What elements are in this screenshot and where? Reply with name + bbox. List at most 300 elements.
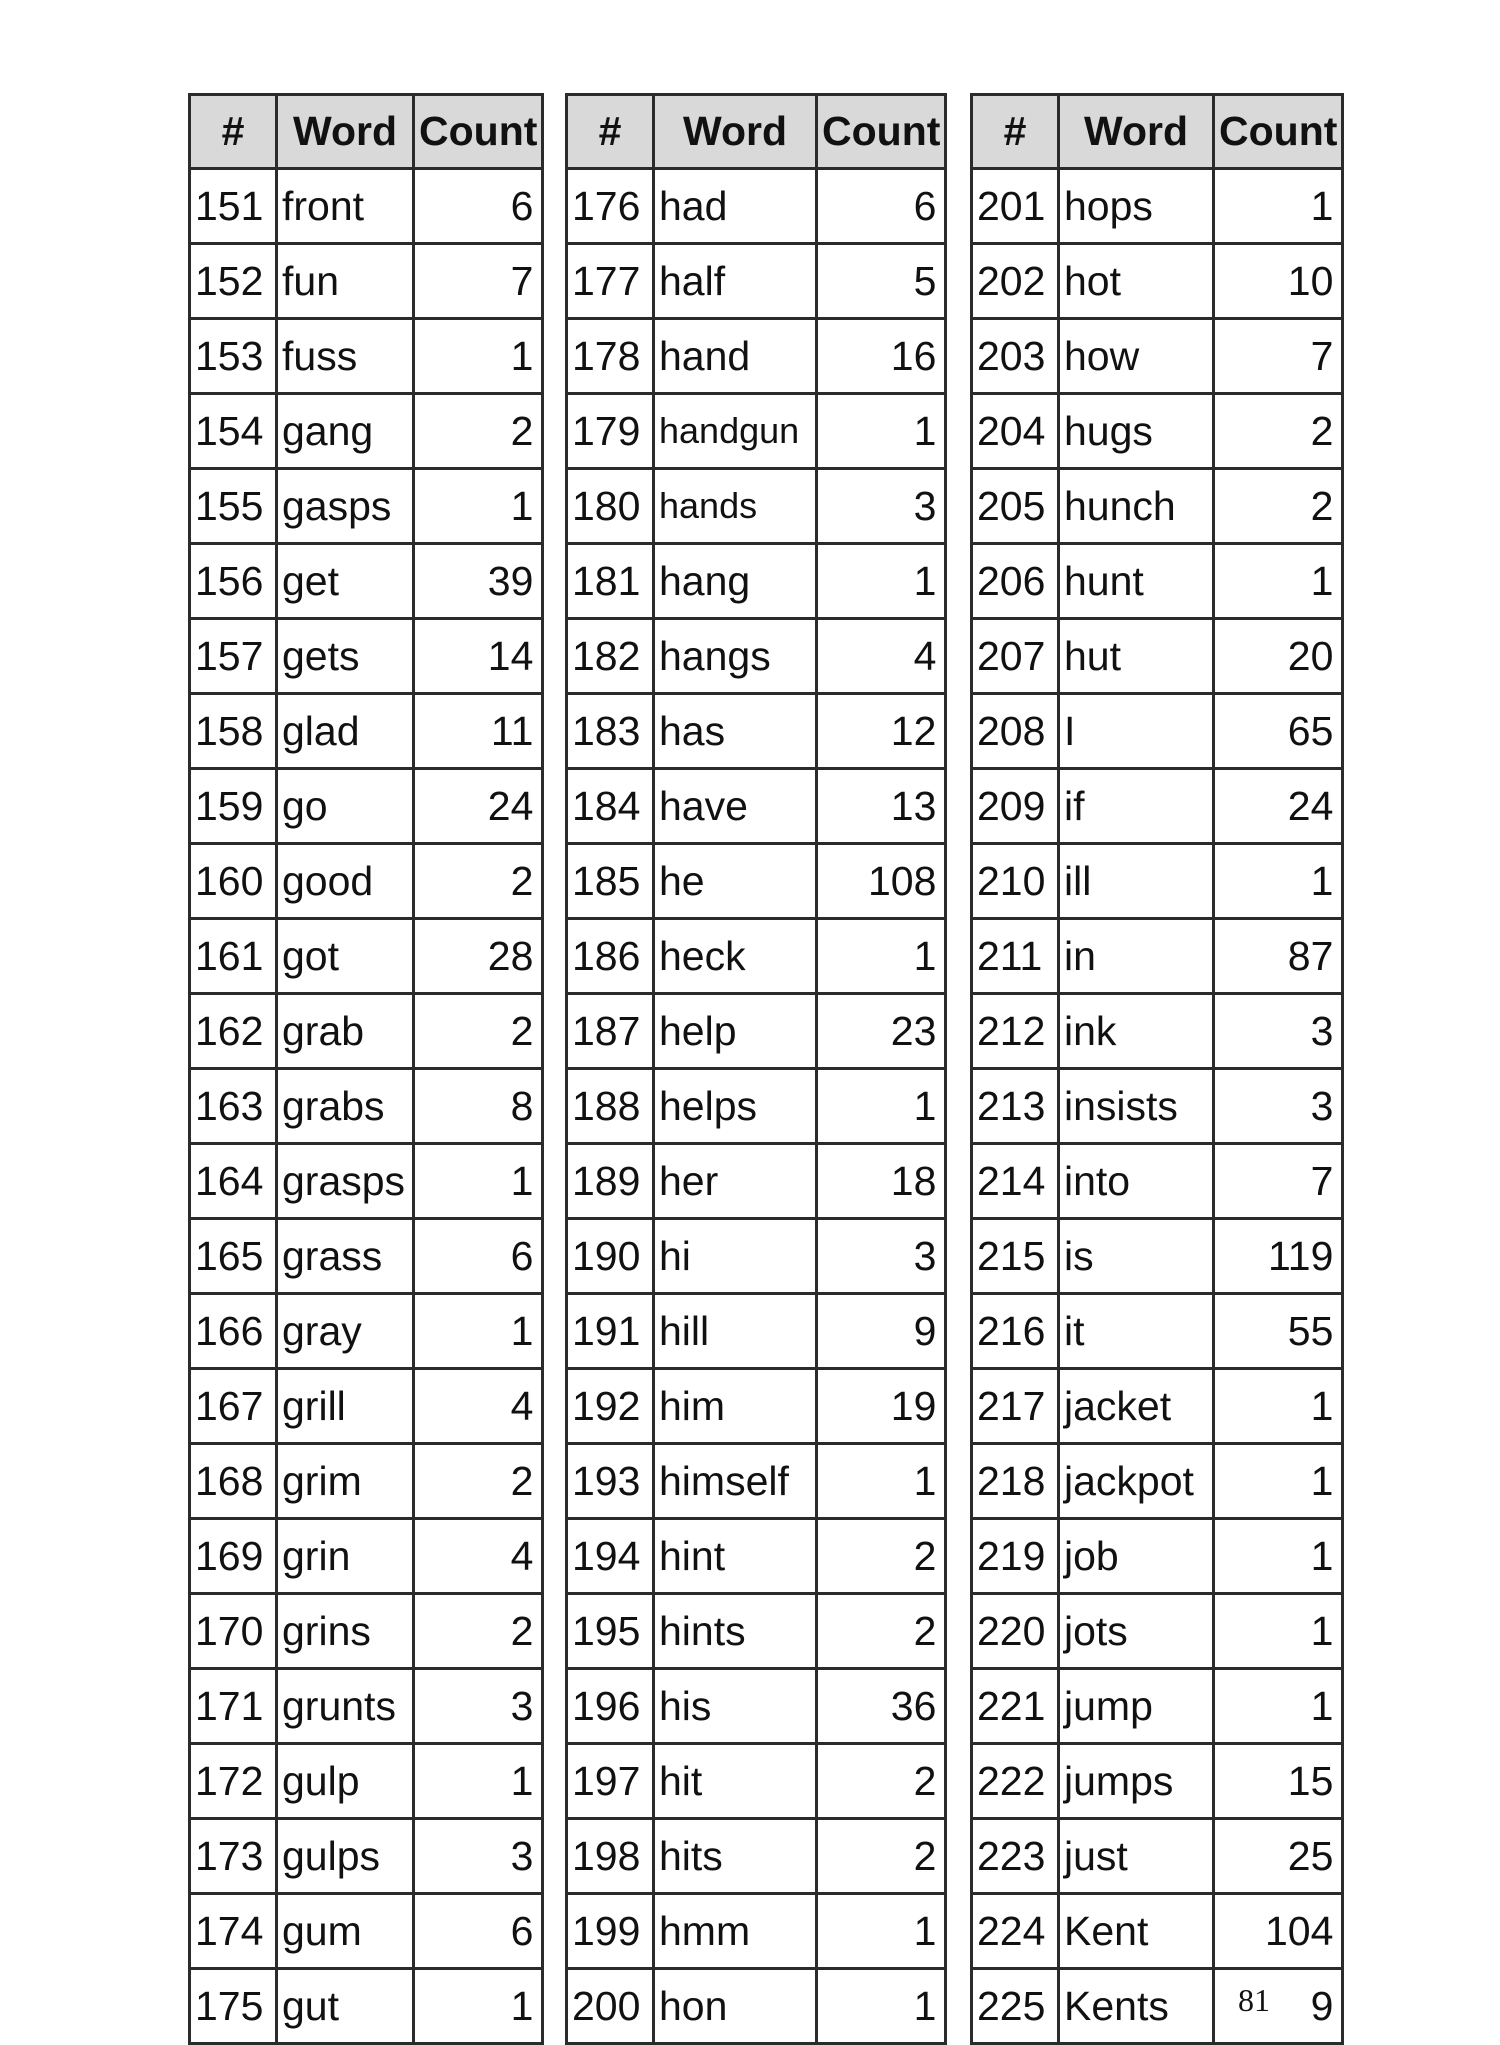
row-number: 170 <box>190 1594 277 1669</box>
row-count: 2 <box>817 1819 946 1894</box>
row-number: 199 <box>567 1894 654 1969</box>
table-row <box>567 619 946 694</box>
row-word: hill <box>654 1294 817 1369</box>
table-row <box>567 469 946 544</box>
row-count: 7 <box>414 244 543 319</box>
table-row <box>567 994 946 1069</box>
row-count: 87 <box>1214 919 1343 994</box>
row-count: 15 <box>1214 1744 1343 1819</box>
row-count: 55 <box>1214 1294 1343 1369</box>
row-number: 214 <box>972 1144 1059 1219</box>
table-row <box>567 769 946 844</box>
row-count: 3 <box>1214 1069 1343 1144</box>
row-word: helps <box>654 1069 817 1144</box>
table-row <box>972 1069 1343 1144</box>
row-number: 155 <box>190 469 277 544</box>
row-word: fuss <box>277 319 414 394</box>
row-word: front <box>277 169 414 244</box>
table-row <box>972 1969 1343 2044</box>
row-number: 156 <box>190 544 277 619</box>
row-count: 2 <box>414 994 543 1069</box>
row-word: is <box>1059 1219 1214 1294</box>
row-number: 191 <box>567 1294 654 1369</box>
row-number: 153 <box>190 319 277 394</box>
row-number: 197 <box>567 1744 654 1819</box>
row-number: 225 <box>972 1969 1059 2044</box>
row-number: 165 <box>190 1219 277 1294</box>
row-count: 1 <box>817 919 946 994</box>
row-count: 28 <box>414 919 543 994</box>
table-row <box>190 319 543 394</box>
row-number: 212 <box>972 994 1059 1069</box>
row-count: 1 <box>817 1969 946 2044</box>
table-row <box>567 319 946 394</box>
row-number: 187 <box>567 994 654 1069</box>
row-count: 2 <box>1214 394 1343 469</box>
table-row <box>567 1369 946 1444</box>
row-word: fun <box>277 244 414 319</box>
table-row <box>972 694 1343 769</box>
row-number: 175 <box>190 1969 277 2044</box>
table-row <box>190 1669 543 1744</box>
row-word: hon <box>654 1969 817 2044</box>
row-number: 201 <box>972 169 1059 244</box>
row-word: gum <box>277 1894 414 1969</box>
row-number: 203 <box>972 319 1059 394</box>
row-count: 7 <box>1214 319 1343 394</box>
row-word: he <box>654 844 817 919</box>
row-number: 154 <box>190 394 277 469</box>
row-number: 176 <box>567 169 654 244</box>
row-number: 217 <box>972 1369 1059 1444</box>
row-count: 1 <box>817 1894 946 1969</box>
row-word: heck <box>654 919 817 994</box>
row-count: 7 <box>1214 1144 1343 1219</box>
row-number: 204 <box>972 394 1059 469</box>
row-number: 163 <box>190 1069 277 1144</box>
table-row <box>972 769 1343 844</box>
row-count: 3 <box>1214 994 1343 1069</box>
row-count: 2 <box>414 1594 543 1669</box>
row-number: 205 <box>972 469 1059 544</box>
row-number: 208 <box>972 694 1059 769</box>
table-row <box>190 1519 543 1594</box>
table-row <box>972 1894 1343 1969</box>
row-number: 220 <box>972 1594 1059 1669</box>
row-number: 188 <box>567 1069 654 1144</box>
row-word: grin <box>277 1519 414 1594</box>
table-row <box>972 844 1343 919</box>
row-count: 9 <box>1214 1969 1343 2044</box>
table-row <box>190 1969 543 2044</box>
row-count: 1 <box>1214 1669 1343 1744</box>
row-count: 5 <box>817 244 946 319</box>
row-count: 1 <box>414 469 543 544</box>
row-count: 1 <box>414 1969 543 2044</box>
row-word: Kent <box>1059 1894 1214 1969</box>
table-row <box>972 619 1343 694</box>
table-row <box>567 1444 946 1519</box>
row-word: if <box>1059 769 1214 844</box>
row-word: hands <box>654 469 817 544</box>
table-row <box>972 1669 1343 1744</box>
row-count: 1 <box>414 1744 543 1819</box>
row-number: 202 <box>972 244 1059 319</box>
table-row <box>972 1444 1343 1519</box>
row-count: 25 <box>1214 1819 1343 1894</box>
row-number: 222 <box>972 1744 1059 1819</box>
row-number: 172 <box>190 1744 277 1819</box>
row-word: grasps <box>277 1144 414 1219</box>
row-word: insists <box>1059 1069 1214 1144</box>
table-row <box>567 394 946 469</box>
row-count: 3 <box>817 469 946 544</box>
header-number: # <box>567 95 654 169</box>
row-number: 179 <box>567 394 654 469</box>
row-word: grins <box>277 1594 414 1669</box>
row-count: 1 <box>817 544 946 619</box>
row-number: 151 <box>190 169 277 244</box>
row-number: 194 <box>567 1519 654 1594</box>
row-count: 1 <box>1214 844 1343 919</box>
row-word: him <box>654 1369 817 1444</box>
row-count: 18 <box>817 1144 946 1219</box>
row-word: just <box>1059 1819 1214 1894</box>
table-row <box>190 1219 543 1294</box>
row-number: 158 <box>190 694 277 769</box>
row-number: 157 <box>190 619 277 694</box>
row-word: has <box>654 694 817 769</box>
row-word: grass <box>277 1219 414 1294</box>
row-number: 166 <box>190 1294 277 1369</box>
row-word: Kents <box>1059 1969 1214 2044</box>
row-word: hint <box>654 1519 817 1594</box>
table-row <box>972 1819 1343 1894</box>
header-number: # <box>972 95 1059 169</box>
row-word: had <box>654 169 817 244</box>
table-row <box>567 169 946 244</box>
row-number: 167 <box>190 1369 277 1444</box>
table-row <box>190 169 543 244</box>
row-count: 1 <box>414 1144 543 1219</box>
row-count: 1 <box>1214 1594 1343 1669</box>
row-word: hmm <box>654 1894 817 1969</box>
row-number: 192 <box>567 1369 654 1444</box>
row-count: 65 <box>1214 694 1343 769</box>
row-word: gets <box>277 619 414 694</box>
row-count: 104 <box>1214 1894 1343 1969</box>
table-row <box>567 1144 946 1219</box>
table-row <box>972 169 1343 244</box>
row-count: 12 <box>817 694 946 769</box>
row-word: hi <box>654 1219 817 1294</box>
row-count: 14 <box>414 619 543 694</box>
table-row <box>567 1669 946 1744</box>
header-row <box>567 95 946 169</box>
row-number: 224 <box>972 1894 1059 1969</box>
row-word: himself <box>654 1444 817 1519</box>
row-count: 20 <box>1214 619 1343 694</box>
row-number: 215 <box>972 1219 1059 1294</box>
row-word: hugs <box>1059 394 1214 469</box>
table-row <box>567 1594 946 1669</box>
row-number: 184 <box>567 769 654 844</box>
row-number: 183 <box>567 694 654 769</box>
row-word: jump <box>1059 1669 1214 1744</box>
row-word: hangs <box>654 619 817 694</box>
table-row <box>190 1369 543 1444</box>
table-row <box>567 544 946 619</box>
row-word: hunt <box>1059 544 1214 619</box>
row-count: 6 <box>414 1894 543 1969</box>
row-count: 23 <box>817 994 946 1069</box>
row-number: 152 <box>190 244 277 319</box>
table-row <box>190 769 543 844</box>
table-row <box>190 469 543 544</box>
row-number: 218 <box>972 1444 1059 1519</box>
row-word: grabs <box>277 1069 414 1144</box>
row-count: 24 <box>414 769 543 844</box>
row-count: 1 <box>414 319 543 394</box>
row-count: 2 <box>817 1744 946 1819</box>
row-word: ink <box>1059 994 1214 1069</box>
row-count: 2 <box>414 394 543 469</box>
table-row <box>972 244 1343 319</box>
row-number: 182 <box>567 619 654 694</box>
table-row <box>972 919 1343 994</box>
table-row <box>972 1294 1343 1369</box>
row-count: 108 <box>817 844 946 919</box>
table-row <box>190 1894 543 1969</box>
row-number: 196 <box>567 1669 654 1744</box>
table-row <box>190 544 543 619</box>
row-number: 216 <box>972 1294 1059 1369</box>
row-word: got <box>277 919 414 994</box>
row-count: 19 <box>817 1369 946 1444</box>
row-number: 169 <box>190 1519 277 1594</box>
row-word: how <box>1059 319 1214 394</box>
table-row <box>190 1144 543 1219</box>
row-count: 1 <box>1214 169 1343 244</box>
row-count: 36 <box>817 1669 946 1744</box>
header-word: Word <box>277 95 414 169</box>
table-row <box>190 694 543 769</box>
row-number: 171 <box>190 1669 277 1744</box>
row-word: grab <box>277 994 414 1069</box>
table-row <box>190 394 543 469</box>
table-row <box>190 619 543 694</box>
row-word: hints <box>654 1594 817 1669</box>
table-row <box>567 844 946 919</box>
row-count: 4 <box>414 1519 543 1594</box>
row-word: gang <box>277 394 414 469</box>
row-count: 1 <box>817 1444 946 1519</box>
page-number: 81 <box>1238 1982 1270 2018</box>
row-word: help <box>654 994 817 1069</box>
row-count: 9 <box>817 1294 946 1369</box>
row-word: her <box>654 1144 817 1219</box>
row-number: 221 <box>972 1669 1059 1744</box>
row-word: good <box>277 844 414 919</box>
row-count: 8 <box>414 1069 543 1144</box>
row-number: 181 <box>567 544 654 619</box>
row-word: handgun <box>654 394 817 469</box>
table-row <box>190 1594 543 1669</box>
row-word: have <box>654 769 817 844</box>
row-word: hot <box>1059 244 1214 319</box>
row-number: 211 <box>972 919 1059 994</box>
row-count: 1 <box>817 394 946 469</box>
row-count: 2 <box>414 844 543 919</box>
row-word: hit <box>654 1744 817 1819</box>
row-count: 16 <box>817 319 946 394</box>
header-number: # <box>190 95 277 169</box>
row-word: hand <box>654 319 817 394</box>
row-count: 39 <box>414 544 543 619</box>
header-word: Word <box>654 95 817 169</box>
table-row <box>190 844 543 919</box>
row-count: 13 <box>817 769 946 844</box>
row-word: gray <box>277 1294 414 1369</box>
row-number: 190 <box>567 1219 654 1294</box>
table-row <box>972 394 1343 469</box>
row-number: 207 <box>972 619 1059 694</box>
row-word: jots <box>1059 1594 1214 1669</box>
table-row <box>190 1444 543 1519</box>
row-count: 4 <box>414 1369 543 1444</box>
table-row <box>190 244 543 319</box>
row-count: 2 <box>817 1519 946 1594</box>
row-word: jackpot <box>1059 1444 1214 1519</box>
row-count: 11 <box>414 694 543 769</box>
row-word: in <box>1059 919 1214 994</box>
table-row <box>567 1294 946 1369</box>
row-count: 1 <box>414 1294 543 1369</box>
row-word: gut <box>277 1969 414 2044</box>
row-word: hits <box>654 1819 817 1894</box>
row-word: glad <box>277 694 414 769</box>
table-row <box>972 1594 1343 1669</box>
row-count: 2 <box>1214 469 1343 544</box>
row-word: hunch <box>1059 469 1214 544</box>
table-row <box>567 1219 946 1294</box>
row-number: 185 <box>567 844 654 919</box>
row-number: 159 <box>190 769 277 844</box>
row-word: grunts <box>277 1669 414 1744</box>
row-number: 177 <box>567 244 654 319</box>
header-count: Count <box>1214 95 1343 169</box>
row-word: grim <box>277 1444 414 1519</box>
table-row <box>972 1519 1343 1594</box>
row-word: grill <box>277 1369 414 1444</box>
table-row <box>190 1294 543 1369</box>
row-number: 186 <box>567 919 654 994</box>
table-row <box>972 1744 1343 1819</box>
row-number: 162 <box>190 994 277 1069</box>
row-word: his <box>654 1669 817 1744</box>
table-row <box>190 994 543 1069</box>
word-count-table-3 <box>970 93 1344 2045</box>
table-row <box>567 1969 946 2044</box>
table-row <box>567 919 946 994</box>
row-number: 173 <box>190 1819 277 1894</box>
table-row <box>567 1519 946 1594</box>
word-count-table-2 <box>565 93 947 2045</box>
row-count: 6 <box>817 169 946 244</box>
header-row <box>972 95 1343 169</box>
row-word: jumps <box>1059 1744 1214 1819</box>
row-number: 180 <box>567 469 654 544</box>
header-word: Word <box>1059 95 1214 169</box>
table-row <box>972 469 1343 544</box>
header-row <box>190 95 543 169</box>
row-number: 164 <box>190 1144 277 1219</box>
table-row <box>567 1819 946 1894</box>
row-word: hang <box>654 544 817 619</box>
row-count: 1 <box>1214 1444 1343 1519</box>
row-word: go <box>277 769 414 844</box>
row-word: half <box>654 244 817 319</box>
row-number: 193 <box>567 1444 654 1519</box>
table-row <box>972 1369 1343 1444</box>
row-count: 2 <box>414 1444 543 1519</box>
table-row <box>190 919 543 994</box>
row-count: 6 <box>414 169 543 244</box>
row-number: 198 <box>567 1819 654 1894</box>
row-count: 3 <box>414 1819 543 1894</box>
row-number: 223 <box>972 1819 1059 1894</box>
row-count: 4 <box>817 619 946 694</box>
header-count: Count <box>414 95 543 169</box>
row-count: 1 <box>817 1069 946 1144</box>
row-number: 161 <box>190 919 277 994</box>
row-count: 1 <box>1214 1519 1343 1594</box>
table-row <box>972 1219 1343 1294</box>
row-number: 174 <box>190 1894 277 1969</box>
row-count: 1 <box>1214 544 1343 619</box>
row-number: 195 <box>567 1594 654 1669</box>
row-word: get <box>277 544 414 619</box>
row-count: 10 <box>1214 244 1343 319</box>
row-word: gasps <box>277 469 414 544</box>
row-count: 119 <box>1214 1219 1343 1294</box>
row-word: it <box>1059 1294 1214 1369</box>
row-count: 24 <box>1214 769 1343 844</box>
row-number: 219 <box>972 1519 1059 1594</box>
table-row <box>567 244 946 319</box>
row-word: ill <box>1059 844 1214 919</box>
row-number: 213 <box>972 1069 1059 1144</box>
row-count: 6 <box>414 1219 543 1294</box>
row-count: 3 <box>817 1219 946 1294</box>
row-number: 189 <box>567 1144 654 1219</box>
row-number: 210 <box>972 844 1059 919</box>
row-word: hops <box>1059 169 1214 244</box>
row-word: hut <box>1059 619 1214 694</box>
header-count: Count <box>817 95 946 169</box>
row-count: 1 <box>1214 1369 1343 1444</box>
row-number: 160 <box>190 844 277 919</box>
row-number: 200 <box>567 1969 654 2044</box>
word-count-table-1 <box>188 93 544 2045</box>
row-number: 206 <box>972 544 1059 619</box>
row-word: job <box>1059 1519 1214 1594</box>
table-row <box>190 1744 543 1819</box>
row-word: I <box>1059 694 1214 769</box>
table-row <box>190 1819 543 1894</box>
table-row <box>567 694 946 769</box>
table-row <box>972 1144 1343 1219</box>
